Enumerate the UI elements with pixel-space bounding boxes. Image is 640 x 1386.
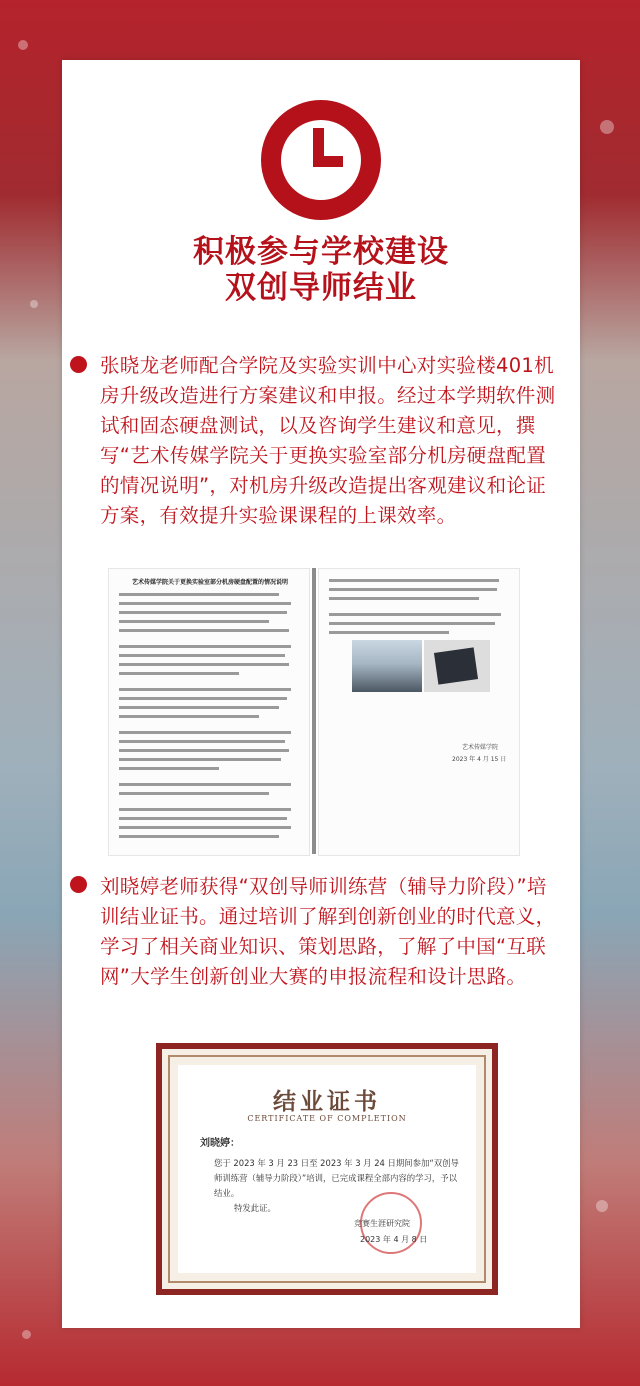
document-signature: 艺术传媒学院 — [462, 744, 499, 751]
document-page-right — [318, 568, 520, 856]
bokeh-decoration — [22, 1330, 31, 1339]
document-page-left — [108, 568, 310, 856]
bullet-icon — [70, 876, 87, 893]
bullet-icon — [70, 356, 87, 373]
bokeh-decoration — [30, 300, 38, 308]
certificate-date: 2023 年 4 月 8 日 — [360, 1235, 428, 1244]
document-divider — [312, 568, 316, 854]
bokeh-decoration — [600, 120, 614, 134]
bokeh-decoration — [596, 1200, 608, 1212]
computer-lab-photo — [352, 640, 422, 692]
certificate-body-text: 您于 2023 年 3 月 23 日至 2023 年 3 月 24 日期间参加“双创导师训练营（辅导力阶段）”培训，已完成课程全部内容的学习，予以结业。 — [214, 1158, 459, 1198]
section2-text: 刘晓婷老师获得“双创导师训练营（辅导力阶段）”培训结业证书。通过培训了解到创新创业的时代意义，学习了相关商业知识、策划思路，了解了中国“互联网”大学生创新创业大赛的申报流程和设计思路。 — [100, 875, 556, 988]
page-title-line1: 积极参与学校建设 — [193, 234, 449, 270]
ssd-image — [434, 647, 478, 684]
clock-icon — [251, 90, 391, 230]
certificate-subtitle: CERTIFICATE OF COMPLETION — [247, 1114, 407, 1123]
certificate-name: 刘晓婷： — [200, 1138, 240, 1149]
certificate-body — [214, 1156, 464, 1216]
section1-text: 张晓龙老师配合学院及实验实训中心对实验楼401机房升级改造进行方案建议和申报。经过本学期软件测试和固态硬盘测试，以及咨询学生建议和意见，撰写“艺术传媒学院关于更换实验室部分机房硬盘配置的情况说明”，对机房升级改造提出客观建议和论证方案，有效提升实验课课程的上课效率。 — [100, 354, 556, 527]
page-title-line2: 双创导师结业 — [225, 270, 417, 306]
bokeh-decoration — [18, 40, 28, 50]
certificate-issuer: 竞赛生涯研究院 — [354, 1219, 410, 1228]
document-date: 2023 年 4 月 15 日 — [452, 756, 507, 763]
certificate-title: 结业证书 — [273, 1088, 381, 1115]
certificate-closing: 特发此证。 — [234, 1203, 276, 1213]
document-heading: 艺术传媒学院关于更换实验室部分机房硬盘配置的情况说明 — [131, 579, 288, 586]
